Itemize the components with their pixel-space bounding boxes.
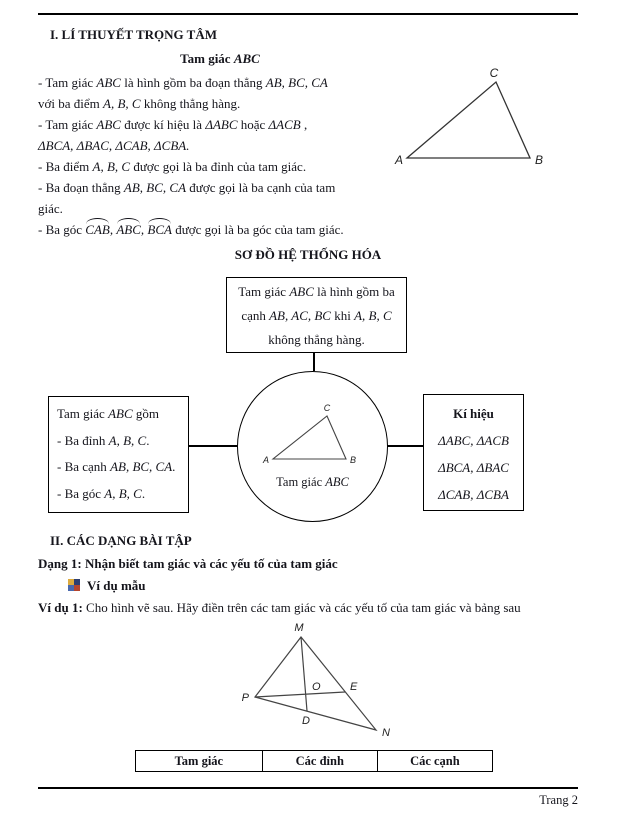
text-run: ΔBCA, ΔBAC, ΔCAB, ΔCBA. bbox=[38, 138, 190, 153]
text-line bbox=[227, 280, 406, 304]
schema-circle bbox=[237, 371, 388, 522]
text-run: ΔBCA, ΔBAC bbox=[438, 460, 509, 475]
text-run: ABC bbox=[289, 284, 314, 299]
point-label-p: P bbox=[241, 692, 249, 704]
example-header-label: Ví dụ mẫu bbox=[87, 578, 146, 593]
point-label-o: O bbox=[312, 681, 321, 693]
point-label-n: N bbox=[382, 727, 390, 739]
text-run: ABC bbox=[233, 51, 260, 66]
text-run: khi bbox=[330, 308, 355, 323]
triangle-mpn-figure bbox=[235, 622, 400, 747]
right-box-lines bbox=[424, 427, 523, 508]
text-line bbox=[227, 304, 406, 328]
text-run: là hình gồm ba đoạn thẳng bbox=[120, 75, 266, 90]
answer-table bbox=[135, 750, 493, 772]
text-line bbox=[38, 198, 426, 219]
example-header-row bbox=[68, 578, 146, 594]
text-run: AB, BC, CA bbox=[265, 75, 328, 90]
point-label-e: E bbox=[350, 681, 358, 693]
schema-top-box bbox=[226, 277, 407, 353]
text-run: - Tam giác bbox=[38, 117, 97, 132]
text-run: - Ba đỉnh bbox=[57, 432, 109, 448]
text-run: với ba điểm bbox=[38, 96, 103, 111]
right-box-title: Kí hiệu bbox=[453, 406, 494, 421]
text-run: - Tam giác bbox=[38, 75, 97, 90]
text-run: A, B, C bbox=[103, 96, 141, 111]
table-header-tam-giac: Tam giác bbox=[136, 751, 263, 772]
circle-vertex-label-a: A bbox=[262, 455, 269, 465]
text-run: không thẳng hàng. bbox=[140, 96, 241, 111]
text-run: hoặc bbox=[237, 117, 269, 132]
text-run: , bbox=[300, 117, 308, 132]
schema-right-box bbox=[423, 394, 524, 511]
text-line bbox=[424, 427, 523, 454]
vertex-label-c: C bbox=[489, 66, 499, 80]
text-run: Cho hình vẽ sau. Hãy điền trên các tam giác và các yếu tố của tam giác và bảng sau bbox=[82, 600, 521, 615]
text-run: Tam giác bbox=[57, 406, 109, 421]
text-run: ABC bbox=[325, 475, 349, 489]
section2-title: II. CÁC DẠNG BÀI TẬP bbox=[50, 533, 192, 548]
text-run: A, B, C bbox=[104, 485, 142, 501]
text-run: được gọi là ba cạnh của tam bbox=[186, 180, 336, 195]
text-run: ΔCAB, ΔCBA bbox=[438, 487, 509, 502]
text-line bbox=[38, 177, 426, 198]
text-run: - Ba góc bbox=[38, 222, 86, 237]
connector-right bbox=[387, 445, 424, 447]
section1-title: I. LÍ THUYẾT TRỌNG TÂM bbox=[50, 27, 218, 42]
text-run: CAB bbox=[85, 219, 110, 240]
table-header-cac-dinh: Các đỉnh bbox=[262, 751, 377, 772]
text-run: ABC bbox=[96, 75, 121, 90]
vertex-label-a: A bbox=[394, 153, 403, 167]
text-run: ABC bbox=[96, 117, 121, 132]
icon-quadrant bbox=[74, 585, 80, 591]
table-header-row bbox=[136, 751, 493, 772]
text-run: ΔACB bbox=[268, 117, 301, 132]
text-line bbox=[38, 219, 426, 240]
text-run: . bbox=[146, 432, 150, 448]
text-run: Tam giác bbox=[180, 51, 234, 66]
schema-left-box bbox=[48, 396, 189, 513]
point-label-m: M bbox=[294, 622, 304, 634]
text-run: Ví dụ 1: bbox=[38, 600, 83, 615]
circle-vertex-label-c: C bbox=[323, 403, 331, 413]
vidu1-text bbox=[38, 600, 598, 616]
text-run: gồm bbox=[132, 406, 160, 421]
text-run: A, B, C bbox=[92, 159, 131, 174]
header-rule bbox=[38, 13, 578, 15]
text-line bbox=[424, 454, 523, 481]
text-run: được gọi là ba góc của tam giác. bbox=[171, 222, 344, 237]
triangle-abc-edges bbox=[407, 82, 530, 158]
triangle-abc-figure bbox=[393, 66, 553, 168]
point-label-d: D bbox=[302, 715, 310, 727]
text-line bbox=[38, 156, 426, 177]
text-run: AB, AC, BC bbox=[269, 308, 331, 323]
text-run: - Ba đoạn thẳng bbox=[38, 180, 124, 195]
table-header-cac-canh: Các cạnh bbox=[377, 751, 492, 772]
text-line bbox=[38, 135, 426, 156]
text-line bbox=[38, 114, 426, 135]
footer-rule bbox=[38, 787, 578, 789]
text-run: - Ba góc bbox=[57, 485, 105, 501]
text-run: được kí hiệu là bbox=[120, 117, 206, 132]
text-run: A, B, C bbox=[354, 308, 392, 323]
text-run: - Ba cạnh bbox=[57, 459, 111, 474]
text-run: Tam giác bbox=[238, 284, 290, 299]
text-run: . bbox=[172, 459, 176, 474]
text-line bbox=[57, 481, 180, 508]
text-run: Tam giác bbox=[276, 475, 326, 489]
vertex-label-b: B bbox=[535, 153, 544, 167]
text-run: AB, BC, CA bbox=[110, 459, 173, 474]
page-number: Trang 2 bbox=[539, 793, 578, 807]
text-run: không thẳng hàng. bbox=[268, 332, 365, 347]
text-run: Dạng 1: Nhận biết tam giác và các yếu tố của tam giác bbox=[38, 556, 338, 571]
text-line bbox=[57, 428, 180, 455]
text-run: , bbox=[109, 222, 117, 237]
circle-triangle-figure bbox=[238, 372, 389, 523]
text-run: ABC bbox=[116, 219, 141, 240]
text-run: BCA bbox=[147, 219, 172, 240]
text-run: AB, BC, CA bbox=[123, 180, 187, 195]
text-run: ABC bbox=[108, 406, 133, 421]
text-line bbox=[57, 401, 180, 428]
schema-title: SƠ ĐỒ HỆ THỐNG HÓA bbox=[234, 247, 382, 262]
text-run: là hình gồm ba bbox=[313, 284, 395, 299]
text-run: ΔABC, ΔACB bbox=[438, 433, 509, 448]
text-run: - Ba điểm bbox=[38, 159, 93, 174]
text-run: được gọi là ba đỉnh của tam giác. bbox=[130, 159, 307, 174]
connector-top bbox=[313, 353, 315, 371]
segment-pe bbox=[255, 692, 345, 697]
text-line bbox=[38, 72, 426, 93]
segment-md bbox=[301, 637, 307, 711]
theory-paragraph bbox=[38, 72, 426, 240]
text-run: A, B, C bbox=[108, 432, 147, 448]
text-run: , bbox=[140, 222, 148, 237]
text-run: cạnh bbox=[241, 308, 270, 323]
connector-left bbox=[188, 445, 237, 447]
circle-caption bbox=[238, 475, 387, 490]
text-run: ΔABC bbox=[205, 117, 238, 132]
section1-subtitle bbox=[38, 51, 402, 67]
text-line bbox=[57, 454, 180, 481]
circle-triangle-edges bbox=[273, 416, 346, 459]
example-marker-icon bbox=[68, 579, 80, 591]
dang1-heading bbox=[38, 556, 338, 572]
text-line bbox=[227, 328, 406, 352]
text-run: giác. bbox=[38, 201, 63, 216]
text-line bbox=[424, 481, 523, 508]
circle-vertex-label-b: B bbox=[350, 455, 357, 465]
text-run: . bbox=[141, 485, 146, 501]
text-line bbox=[38, 93, 426, 114]
